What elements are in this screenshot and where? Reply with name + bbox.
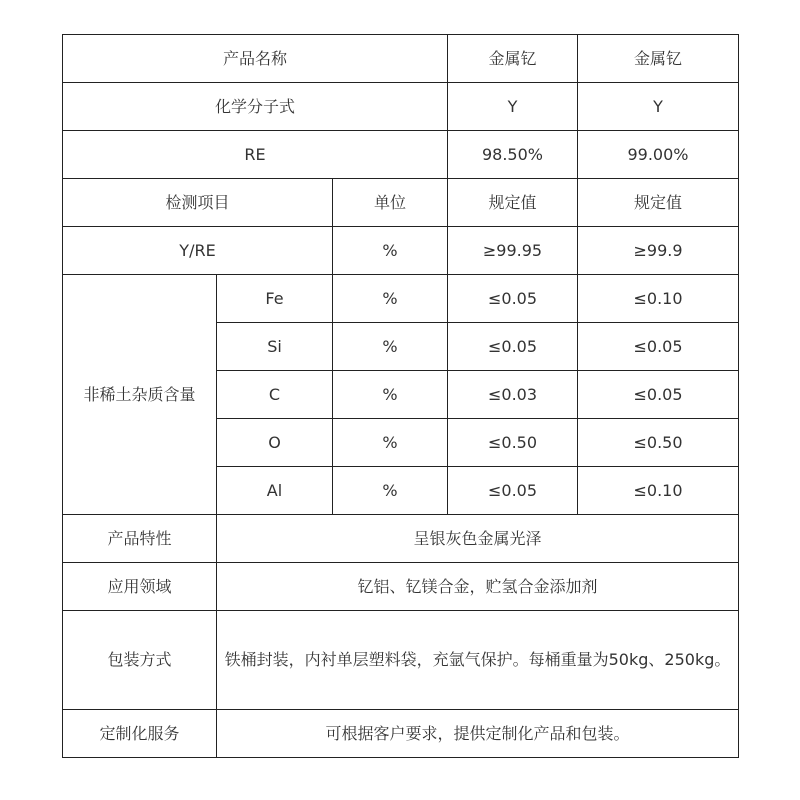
packaging-row	[63, 611, 739, 710]
impurity-element: O	[217, 419, 333, 467]
customization-row	[63, 710, 739, 758]
impurity-element: Al	[217, 467, 333, 515]
impurity-element: Fe	[217, 275, 333, 323]
spec-header-col2: 规定值	[578, 179, 739, 227]
impurity-unit: %	[333, 371, 448, 419]
formula-col2: Y	[578, 83, 739, 131]
properties-row	[63, 515, 739, 563]
y-re-col2: ≥99.9	[578, 227, 739, 275]
spec-header-row	[63, 179, 739, 227]
customization-value: 可根据客户要求，提供定制化产品和包装。	[217, 710, 739, 758]
impurity-col2: ≤0.05	[578, 371, 739, 419]
properties-value: 呈银灰色金属光泽	[217, 515, 739, 563]
impurity-unit: %	[333, 467, 448, 515]
re-col1: 98.50%	[448, 131, 578, 179]
spec-table	[62, 34, 739, 758]
application-label: 应用领域	[63, 563, 217, 611]
impurity-unit: %	[333, 275, 448, 323]
impurity-col2: ≤0.10	[578, 275, 739, 323]
impurity-col1: ≤0.05	[448, 467, 578, 515]
re-col2: 99.00%	[578, 131, 739, 179]
impurity-col2: ≤0.10	[578, 467, 739, 515]
impurity-col1: ≤0.05	[448, 275, 578, 323]
y-re-unit: %	[333, 227, 448, 275]
impurity-col1: ≤0.05	[448, 323, 578, 371]
formula-row	[63, 83, 739, 131]
product-name-col1: 金属钇	[448, 35, 578, 83]
re-row	[63, 131, 739, 179]
impurity-group-label: 非稀土杂质含量	[63, 275, 217, 515]
application-row	[63, 563, 739, 611]
formula-col1: Y	[448, 83, 578, 131]
product-name-row	[63, 35, 739, 83]
impurity-unit: %	[333, 323, 448, 371]
impurity-unit: %	[333, 419, 448, 467]
product-name-col2: 金属钇	[578, 35, 739, 83]
impurity-row	[63, 275, 739, 323]
formula-label: 化学分子式	[63, 83, 448, 131]
impurity-col2: ≤0.05	[578, 323, 739, 371]
y-re-label: Y/RE	[63, 227, 333, 275]
customization-label: 定制化服务	[63, 710, 217, 758]
properties-label: 产品特性	[63, 515, 217, 563]
y-re-row	[63, 227, 739, 275]
spec-header-col1: 规定值	[448, 179, 578, 227]
impurity-element: Si	[217, 323, 333, 371]
impurity-col1: ≤0.50	[448, 419, 578, 467]
impurity-col2: ≤0.50	[578, 419, 739, 467]
unit-header: 单位	[333, 179, 448, 227]
test-item-header: 检测项目	[63, 179, 333, 227]
re-label: RE	[63, 131, 448, 179]
packaging-value: 铁桶封装，内衬单层塑料袋，充氩气保护。每桶重量为50kg、250kg。	[217, 611, 739, 710]
impurity-element: C	[217, 371, 333, 419]
packaging-label: 包装方式	[63, 611, 217, 710]
impurity-col1: ≤0.03	[448, 371, 578, 419]
application-value: 钇铝、钇镁合金，贮氢合金添加剂	[217, 563, 739, 611]
product-name-label: 产品名称	[63, 35, 448, 83]
y-re-col1: ≥99.95	[448, 227, 578, 275]
